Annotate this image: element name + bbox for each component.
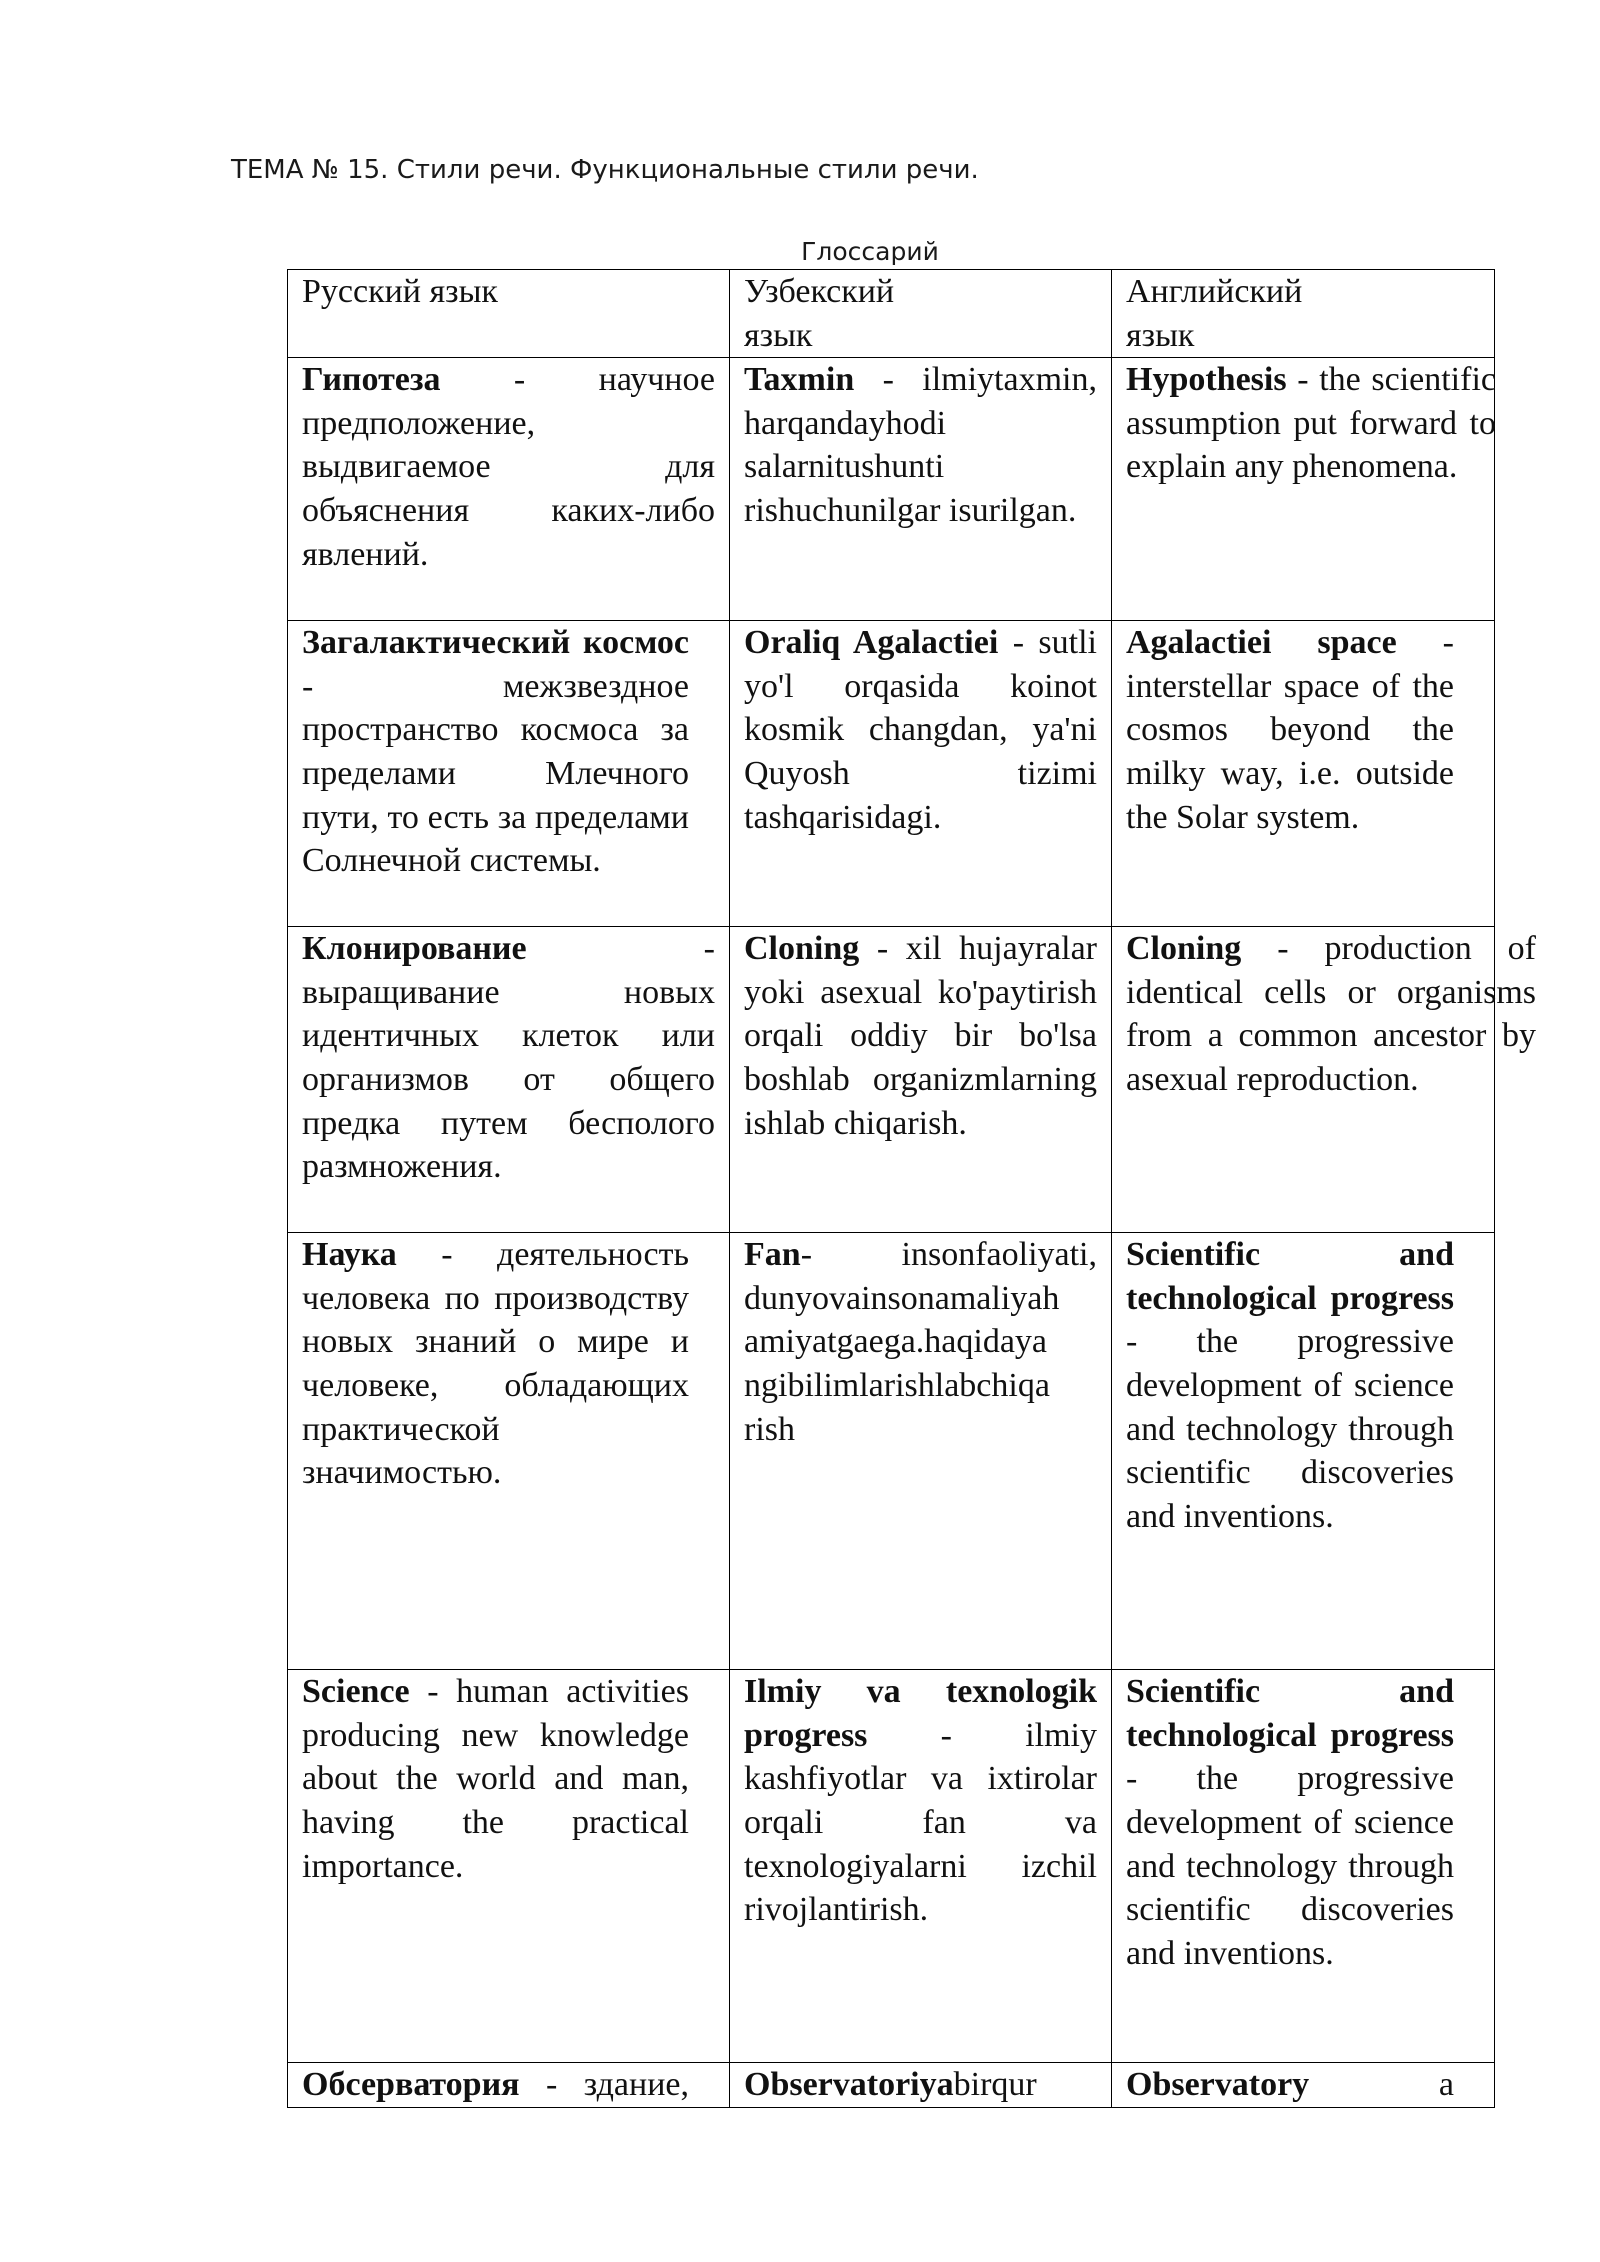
table-row — [288, 621, 1495, 927]
cell-russian — [288, 358, 730, 621]
term: Scientific and technological progress — [1126, 1236, 1454, 1317]
cell-english — [1112, 1233, 1495, 1670]
document-title: ТЕМА № 15. Стили речи. Функциональные стили речи. — [231, 155, 979, 185]
term: Ilmiy va texnologik progress — [744, 1673, 1097, 1754]
cell-russian — [288, 621, 730, 927]
table-row — [288, 358, 1495, 621]
cell-russian — [288, 1233, 730, 1670]
definition: - the progressive development of science and technology through scientific discoveries and inventions. — [1126, 1323, 1454, 1535]
header-uzbek: Узбекский язык — [730, 270, 1112, 358]
table-row — [288, 1233, 1495, 1670]
definition: - the progressive development of science and technology through scientific discoveries and inventions. — [1126, 1760, 1454, 1972]
cell-russian — [288, 2063, 730, 2108]
term: Cloning — [744, 930, 860, 968]
cell-english — [1112, 1670, 1495, 2063]
term: Fan — [744, 1236, 801, 1274]
cell-uzbek — [730, 1670, 1112, 2063]
cell-uzbek — [730, 621, 1112, 927]
header-russian: Русский язык — [288, 270, 730, 358]
cell-english — [1112, 621, 1495, 927]
term: Oraliq Agalactiei — [744, 624, 999, 662]
term: Cloning — [1126, 930, 1242, 968]
term: Гипотеза — [302, 361, 441, 399]
definition: - human activities producing new knowledge about the world and man, having the practical importance. — [302, 1673, 689, 1885]
definition: - межзвездное пространство космоса за пределами Млечного пути, то есть за пределами Солнечной системы. — [302, 667, 689, 880]
definition: - production of identical cells or organisms from a common ancestor by asexual reproduction. — [1126, 930, 1536, 1098]
cell-uzbek — [730, 1233, 1112, 1670]
term: Scientific and technological progress — [1126, 1673, 1454, 1754]
term: Agalactiei space — [1126, 624, 1397, 662]
definition: - ilmiytaxmin, harqandayhodi salarnitushunti rishuchunilgar isurilgan. — [744, 361, 1097, 529]
definition: - здание, — [519, 2066, 689, 2104]
definition: - insonfaoliyati, dunyovainsonamaliyah amiyatgaega.haqidaya ngibilimlarishlabchiqa rish — [744, 1236, 1097, 1448]
definition: - деятельность человека по производству новых знаний о мире и человеке, обладающих практической значимостью. — [302, 1236, 689, 1492]
term: Science — [302, 1673, 410, 1711]
term: Observatory — [1126, 2066, 1310, 2104]
cell-english — [1112, 358, 1495, 621]
definition: - xil hujayralar yoki asexual ko'paytirish orqali oddiy bir bo'lsa boshlab organizmlarning ishlab chiqarish. — [744, 930, 1097, 1142]
glossary-caption: Глоссарий — [801, 237, 939, 266]
definition: birqur — [953, 2066, 1037, 2104]
cell-english — [1112, 2063, 1495, 2108]
term: Observatoriya — [744, 2066, 954, 2104]
term: Hypothesis — [1126, 361, 1287, 399]
definition: - the scientific assumption put forward to explain any phenomena. — [1126, 361, 1496, 486]
glossary-table — [287, 269, 1536, 2108]
definition: - научное предположение, выдвигаемое для объяснения каких-либо явлений. — [302, 361, 715, 573]
definition: - ilmiy kashfiyotlar va ixtirolar orqali fan va texnologiyalarni izchil rivojlantirish. — [744, 1716, 1097, 1929]
term: Загалактический космос — [302, 624, 689, 662]
term: Обсерватория — [302, 2066, 520, 2104]
table-row — [288, 2063, 1495, 2108]
definition: a — [1309, 2066, 1454, 2104]
term: Клонирование — [302, 930, 527, 968]
cell-russian — [288, 1670, 730, 2063]
cell-uzbek — [730, 927, 1112, 1233]
cell-english — [1112, 927, 1536, 1233]
cell-uzbek — [730, 358, 1112, 621]
term: Наука — [302, 1236, 397, 1274]
cell-uzbek — [730, 2063, 1112, 2108]
definition: - sutli yo'l orqasida koinot kosmik changdan, ya'ni Quyosh tizimi tashqarisidagi. — [744, 624, 1097, 836]
table-row — [288, 927, 1495, 1233]
table-header-row — [288, 270, 1495, 358]
definition: - interstellar space of the cosmos beyond the milky way, i.e. outside the Solar system. — [1126, 624, 1455, 836]
definition: - выращивание новых идентичных клеток или организмов от общего предка путем бесполого размножения. — [302, 930, 715, 1186]
header-english: Английский язык — [1112, 270, 1495, 358]
table-row — [288, 1670, 1495, 2063]
cell-russian — [288, 927, 730, 1233]
term: Taxmin — [744, 361, 855, 399]
